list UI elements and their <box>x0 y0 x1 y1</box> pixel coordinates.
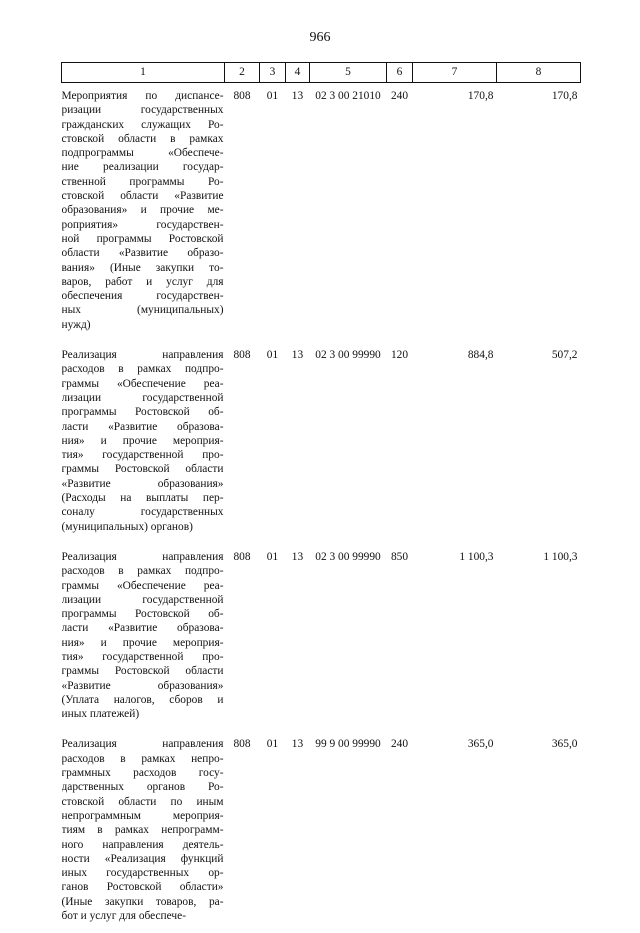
amount-year-1: 365,0 <box>413 731 497 933</box>
description-line: ной программы Ростовской <box>62 232 224 246</box>
description-line: Реализация направления <box>62 348 224 362</box>
description-line: граммы Ростовской области <box>62 664 224 678</box>
description-line: граммы Ростовской области <box>62 462 224 476</box>
section-code: 01 <box>260 731 286 933</box>
row-description <box>62 731 225 933</box>
expense-type-code: 850 <box>387 544 413 732</box>
description-line: роприятия» государствен- <box>62 218 224 232</box>
description-line: соналу государственных <box>62 505 224 519</box>
description-line: нужд) <box>62 318 224 332</box>
description-line: ласти «Развитие образова- <box>62 621 224 635</box>
description-line: стовской области по иным <box>62 795 224 809</box>
row-description <box>62 83 225 343</box>
column-header-8: 8 <box>497 63 581 83</box>
description-line: ственной программы Ро- <box>62 175 224 189</box>
target-article-code: 02 3 00 21010 <box>310 83 387 343</box>
description-line: лизации государственной <box>62 391 224 405</box>
subsection-code: 13 <box>286 544 310 732</box>
description-line: дарственных органов Ро- <box>62 780 224 794</box>
description-line: обеспечения государствен- <box>62 289 224 303</box>
table-row <box>62 83 581 343</box>
description-line: ласти «Развитие образова- <box>62 420 224 434</box>
description-line: иных государственных ор- <box>62 866 224 880</box>
description-line: стовской области в рамках <box>62 132 224 146</box>
table-header-row <box>62 63 581 83</box>
description-line: расходов в рамках непро- <box>62 752 224 766</box>
description-line: «Развитие образования» <box>62 477 224 491</box>
description-line: вания» (Иные закупки то- <box>62 261 224 275</box>
description-line: ние реализации государ- <box>62 160 224 174</box>
section-code: 01 <box>260 83 286 343</box>
description-line: программы Ростовской об- <box>62 607 224 621</box>
amount-year-2: 170,8 <box>497 83 581 343</box>
target-article-code: 02 3 00 99990 <box>310 544 387 732</box>
subsection-code: 13 <box>286 83 310 343</box>
target-article-code: 99 9 00 99990 <box>310 731 387 933</box>
subsection-code: 13 <box>286 342 310 544</box>
table-row <box>62 342 581 544</box>
description-line: варов, работ и услуг для <box>62 275 224 289</box>
expense-type-code: 240 <box>387 83 413 343</box>
description-line: стовской области «Развитие <box>62 189 224 203</box>
subsection-code: 13 <box>286 731 310 933</box>
description-line: (Уплата налогов, сборов и <box>62 693 224 707</box>
description-line: Реализация направления <box>62 737 224 751</box>
table-row <box>62 544 581 732</box>
description-line: подпрограммы «Обеспече- <box>62 146 224 160</box>
description-line: ного направления деятель- <box>62 838 224 852</box>
description-line: ности «Реализация функций <box>62 852 224 866</box>
description-line: (муниципальных) органов) <box>62 520 224 534</box>
ministry-code: 808 <box>225 83 260 343</box>
ministry-code: 808 <box>225 731 260 933</box>
description-line: гражданских служащих Ро- <box>62 118 224 132</box>
expense-type-code: 240 <box>387 731 413 933</box>
description-line: ния» и прочие мероприя- <box>62 434 224 448</box>
section-code: 01 <box>260 342 286 544</box>
section-code: 01 <box>260 544 286 732</box>
description-line: расходов в рамках подпро- <box>62 564 224 578</box>
amount-year-1: 1 100,3 <box>413 544 497 732</box>
amount-year-1: 170,8 <box>413 83 497 343</box>
description-line: тиям в рамках непрограмм- <box>62 823 224 837</box>
description-line: Мероприятия по диспансе- <box>62 89 224 103</box>
ministry-code: 808 <box>225 342 260 544</box>
description-line: ных (муниципальных) <box>62 303 224 317</box>
description-line: ризации государственных <box>62 103 224 117</box>
description-line: ганов Ростовской области» <box>62 880 224 894</box>
description-line: Реализация направления <box>62 550 224 564</box>
description-line: тия» государственной про- <box>62 650 224 664</box>
description-line: граммных расходов госу- <box>62 766 224 780</box>
amount-year-1: 884,8 <box>413 342 497 544</box>
amount-year-2: 1 100,3 <box>497 544 581 732</box>
description-line: (Иные закупки товаров, ра- <box>62 895 224 909</box>
table-row <box>62 731 581 933</box>
description-line: «Развитие образования» <box>62 679 224 693</box>
column-header-4: 4 <box>286 63 310 83</box>
row-description <box>62 342 225 544</box>
description-line: расходов в рамках подпро- <box>62 362 224 376</box>
column-header-3: 3 <box>260 63 286 83</box>
description-line: бот и услуг для обеспече- <box>62 909 224 923</box>
budget-table <box>61 62 581 933</box>
description-line: непрограммным мероприя- <box>62 809 224 823</box>
amount-year-2: 507,2 <box>497 342 581 544</box>
amount-year-2: 365,0 <box>497 731 581 933</box>
description-line: ния» и прочие мероприя- <box>62 636 224 650</box>
expense-type-code: 120 <box>387 342 413 544</box>
column-header-2: 2 <box>225 63 260 83</box>
description-line: иных платежей) <box>62 707 224 721</box>
description-line: тия» государственной про- <box>62 448 224 462</box>
ministry-code: 808 <box>225 544 260 732</box>
column-header-5: 5 <box>310 63 387 83</box>
description-line: граммы «Обеспечение реа- <box>62 579 224 593</box>
target-article-code: 02 3 00 99990 <box>310 342 387 544</box>
column-header-7: 7 <box>413 63 497 83</box>
description-line: области «Развитие образо- <box>62 246 224 260</box>
description-line: лизации государственной <box>62 593 224 607</box>
page-number: 966 <box>0 30 640 46</box>
description-line: образования» и прочие ме- <box>62 203 224 217</box>
description-line: программы Ростовской об- <box>62 405 224 419</box>
description-line: граммы «Обеспечение реа- <box>62 377 224 391</box>
column-header-6: 6 <box>387 63 413 83</box>
description-line: (Расходы на выплаты пер- <box>62 491 224 505</box>
row-description <box>62 544 225 732</box>
column-header-1: 1 <box>62 63 225 83</box>
table-body <box>62 83 581 933</box>
